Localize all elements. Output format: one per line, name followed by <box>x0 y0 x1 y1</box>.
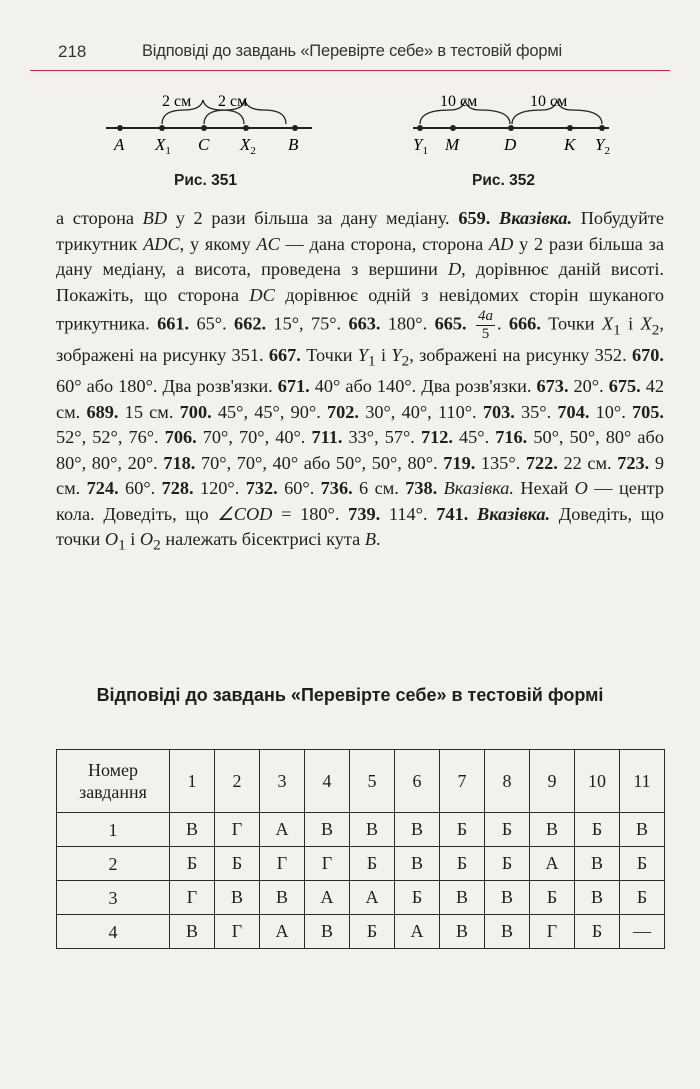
answer-cell: Б <box>620 881 665 915</box>
answer-cell: В <box>485 915 530 949</box>
table-corner-cell: Номер завдання <box>57 750 170 813</box>
column-header: 10 <box>575 750 620 813</box>
row-label: 3 <box>57 881 170 915</box>
answer-cell: А <box>350 881 395 915</box>
answer-cell: В <box>305 813 350 847</box>
answer-cell: Б <box>350 847 395 881</box>
point-label: $Y_2$ <box>595 135 610 157</box>
segment-label: 10 см <box>440 93 478 110</box>
answer-cell: В <box>170 813 215 847</box>
point <box>567 125 573 131</box>
point <box>201 125 207 131</box>
answer-cell: Б <box>575 915 620 949</box>
answer-cell: Г <box>215 915 260 949</box>
answer-cell: Б <box>440 847 485 881</box>
point <box>599 125 605 131</box>
point-label: $X_1$ <box>155 135 171 157</box>
answer-cell: Г <box>305 847 350 881</box>
answer-cell: А <box>305 881 350 915</box>
answer-cell: В <box>575 881 620 915</box>
answer-cell: Г <box>215 813 260 847</box>
point-label: A <box>114 135 125 154</box>
answer-cell: Б <box>215 847 260 881</box>
answer-cell: В <box>575 847 620 881</box>
header-title: Відповіді до завдань «Перевірте себе» в тестовій формі <box>142 42 562 60</box>
point <box>159 125 165 131</box>
segment-label: 10 см <box>530 93 568 110</box>
answer-cell: А <box>260 915 305 949</box>
section-heading: Відповіді до завдань «Перевірте себе» в тестовій формі <box>96 685 604 705</box>
column-header: 2 <box>215 750 260 813</box>
answers-text <box>56 206 664 558</box>
table-row <box>57 915 665 949</box>
point <box>417 125 423 131</box>
answer-cell: Г <box>170 881 215 915</box>
answer-cell: Б <box>575 813 620 847</box>
figure-351 <box>100 88 320 168</box>
answer-cell: А <box>530 847 575 881</box>
answer-cell: А <box>260 813 305 847</box>
answer-cell: Б <box>170 847 215 881</box>
page-number: 218 <box>58 42 87 61</box>
point-label: C <box>198 135 210 154</box>
row-label: 4 <box>57 915 170 949</box>
answer-cell: В <box>395 847 440 881</box>
figure-351-drawing <box>100 88 320 163</box>
page-header <box>30 36 670 71</box>
answers-paragraph: а сторона BD у 2 рази більша за дану медіану. 659. Вказівка. Побудуйте трикутник ADC, у якому AC — дана сторона, сторона AD у 2 рази більша за дану медіану, а висота, проведена з вершини D, дорівнює даній висоті. Покажіть, що сторона DC дорівнює одній з невідомих сторін шуканого трикутника. 661. 65°. 662. 15°, 75°. 663. 180°. 665. $\frac{4a}{5}$ . 666. Точки $X_1$ і $X_2$, зображені на рисунку 351. 667. Точки $Y_1$ і $Y_2$, зображені на рисунку 352. 670. 60° або 180°. Два розв'язки. 671. 40° або 140°. Два розв'язки. 673. 20°. 675. 42 см. 689. 15 см. 700. 45°, 45°, 90°. 702. 30°, 40°, 110°. 703. 35°. 704. 10°. 705. 52°, 52°, 76°. 706. 70°, 70°, 40°. 711. 33°, 57°. 712. 45°. 716. 50°, 50°, 80° або 80°, 80°, 20°. 718. 70°, 70°, 40° або 50°, 50°, 80°. 719. 135°. 722. 22 см. 723. 9 см. 724. 60°. 728. 120°. 732. 60°. 736. 6 см. 738. Вказівка. Нехай O — центр кола. Доведіть, що ∠COD = 180°. 739. 114°. 741. Вказівка. Доведіть, що точки $O_1$ і $O_2$ належать бісектрисі кута B. <box>56 208 665 554</box>
column-header: 1 <box>170 750 215 813</box>
segment-label: 2 см <box>162 93 192 110</box>
answer-cell: Б <box>620 847 665 881</box>
column-header: 11 <box>620 750 665 813</box>
point-label: $X_2$ <box>240 135 256 157</box>
point-label: D <box>504 135 517 154</box>
point <box>292 125 298 131</box>
column-header: 9 <box>530 750 575 813</box>
point <box>243 125 249 131</box>
answer-cell: Г <box>530 915 575 949</box>
answer-cell: А <box>395 915 440 949</box>
answer-cell: В <box>440 915 485 949</box>
answer-cell: В <box>170 915 215 949</box>
row-label: 2 <box>57 847 170 881</box>
point <box>117 125 123 131</box>
fraction: $\frac{4a}{5}$ <box>477 308 493 342</box>
answer-cell: Г <box>260 847 305 881</box>
answer-cell: — <box>620 915 665 949</box>
answer-cell: В <box>530 813 575 847</box>
point <box>450 125 456 131</box>
column-header: 5 <box>350 750 395 813</box>
segment-label: 2 см <box>218 93 248 110</box>
figure-351-caption: Рис. 351 <box>174 172 237 189</box>
answers-table <box>56 749 665 949</box>
row-label: 1 <box>57 813 170 847</box>
answer-cell: В <box>215 881 260 915</box>
point <box>508 125 514 131</box>
point-label: $Y_1$ <box>413 135 428 157</box>
answer-cell: Б <box>530 881 575 915</box>
table-row <box>57 881 665 915</box>
answer-cell: Б <box>395 881 440 915</box>
answer-cell: В <box>395 813 440 847</box>
answer-cell: Б <box>485 813 530 847</box>
point-label: K <box>564 135 576 154</box>
point-label: B <box>288 135 299 154</box>
answer-cell: В <box>260 881 305 915</box>
answer-cell: В <box>440 881 485 915</box>
column-header: 4 <box>305 750 350 813</box>
answer-cell: В <box>485 881 530 915</box>
figure-352-caption: Рис. 352 <box>472 172 535 189</box>
column-header: 6 <box>395 750 440 813</box>
figure-352-drawing <box>405 88 625 163</box>
column-header: 3 <box>260 750 305 813</box>
answer-cell: В <box>305 915 350 949</box>
table-header-row <box>57 750 665 813</box>
column-header: 7 <box>440 750 485 813</box>
table-row <box>57 847 665 881</box>
answer-cell: Б <box>350 915 395 949</box>
point-label: M <box>445 135 460 154</box>
answer-cell: Б <box>485 847 530 881</box>
table-row <box>57 813 665 847</box>
answer-cell: В <box>350 813 395 847</box>
answer-cell: В <box>620 813 665 847</box>
column-header: 8 <box>485 750 530 813</box>
answer-cell: Б <box>440 813 485 847</box>
figure-352 <box>405 88 625 168</box>
